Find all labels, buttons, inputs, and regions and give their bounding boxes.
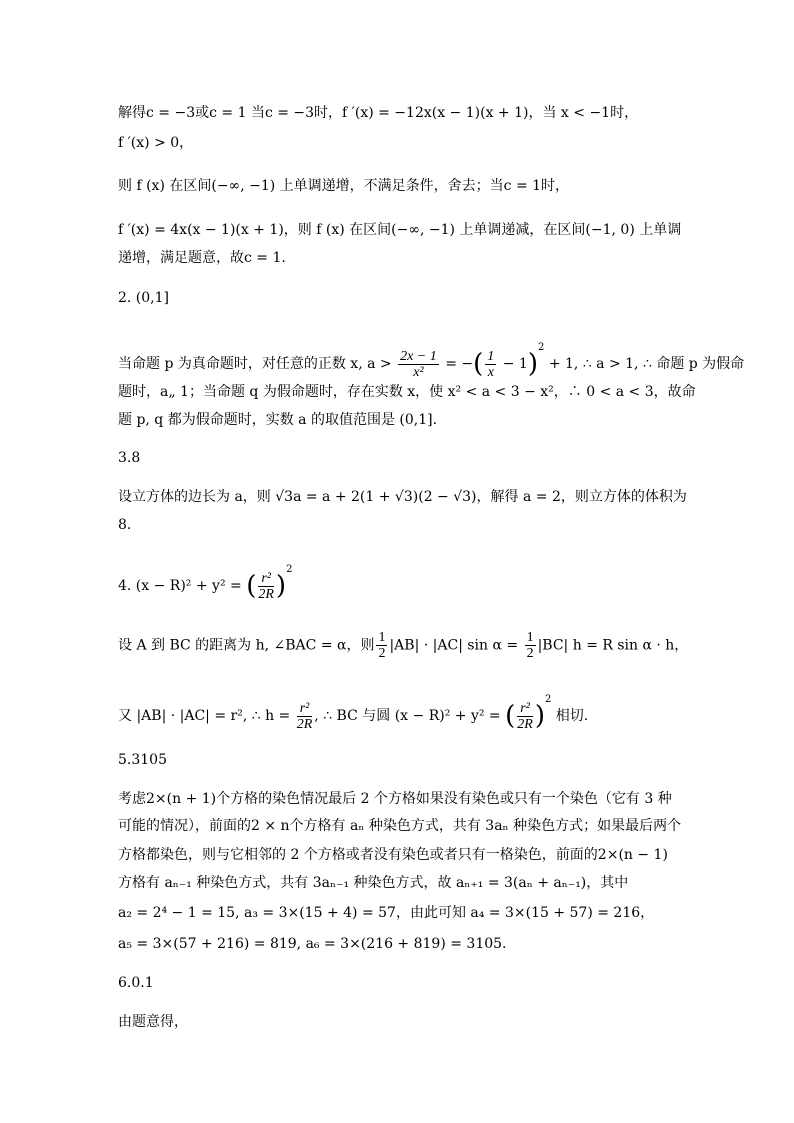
paren-close: ) bbox=[275, 571, 287, 601]
fraction-denominator: x² bbox=[413, 364, 424, 380]
fraction-numerator: r² bbox=[517, 701, 533, 717]
text-line: 3.8 bbox=[118, 450, 141, 466]
text-line: 考虑2×(n + 1)个方格的染色情况最后 2 个方格如果没有染色或只有一个染色（它有 3 种 bbox=[118, 791, 672, 807]
text-segment: 4. (x − R)² + y² = bbox=[118, 578, 247, 594]
line-distance bbox=[118, 630, 688, 661]
text-line: 解得c = −3或c = 1 当c = −3时，f ′(x) = −12x(x − 1)(x + 1)，当 x < −1时， bbox=[118, 105, 639, 121]
line-tangent bbox=[118, 690, 588, 732]
text-line: 设立方体的边长为 a，则 √3a = a + 2(1 + √3)(2 − √3)，解得 a = 2，则立方体的体积为 bbox=[118, 489, 687, 505]
fraction-denominator: 2R bbox=[258, 586, 274, 602]
line-proposition-p bbox=[118, 338, 744, 380]
text-segment: − 1 bbox=[498, 356, 528, 372]
text-line: 则 f (x) 在区间(−∞, −1) 上单调递增，不满足条件，舍去；当c = 1时， bbox=[118, 178, 570, 194]
fraction-numerator: r² bbox=[258, 571, 274, 587]
fraction-numerator: 2x − 1 bbox=[400, 348, 437, 364]
text-line: a₂ = 2⁴ − 1 = 15, a₃ = 3×(15 + 4) = 57，由此可知 a₄ = 3×(15 + 57) = 216， bbox=[118, 905, 655, 921]
exponent: 2 bbox=[538, 342, 545, 353]
text-segment: 又 |AB| · |AC| = r², ∴ h = bbox=[118, 708, 295, 724]
fraction bbox=[525, 630, 536, 661]
fraction bbox=[258, 571, 274, 602]
fraction-numerator: 1 bbox=[378, 630, 386, 645]
fraction bbox=[297, 701, 313, 732]
fraction bbox=[376, 630, 387, 661]
fraction bbox=[398, 349, 439, 380]
text-line: f ′(x) > 0， bbox=[118, 135, 194, 151]
text-segment: , ∴ BC 与圆 (x − R)² + y² = bbox=[314, 708, 506, 724]
line-answer-4 bbox=[118, 560, 292, 602]
text-line: 5.3105 bbox=[118, 752, 167, 768]
paren-open: ( bbox=[246, 571, 257, 601]
text-segment: 设 A 到 BC 的距离为 h, ∠BAC = α，则 bbox=[118, 637, 375, 654]
text-line: 方格有 aₙ₋₁ 种染色方式，共有 3aₙ₋₁ 种染色方式，故 aₙ₊₁ = 3(aₙ + aₙ₋₁)，其中 bbox=[118, 875, 629, 891]
fraction-denominator: 2R bbox=[517, 716, 533, 732]
exponent: 2 bbox=[286, 564, 293, 575]
text-segment: = − bbox=[440, 356, 474, 372]
text-line: 可能的情况），前面的2 × n个方格有 aₙ 种染色方式，共有 3aₙ 种染色方式；如果最后两个 bbox=[118, 818, 682, 834]
exponent: 2 bbox=[544, 694, 552, 705]
fraction-denominator: x bbox=[487, 364, 494, 380]
fraction-denominator: 2 bbox=[526, 646, 534, 661]
text-line: f ′(x) = 4x(x − 1)(x + 1)，则 f (x) 在区间(−∞, −1) 上单调递减，在区间(−1, 0) 上单调 bbox=[118, 222, 682, 238]
fraction-denominator: 2 bbox=[378, 646, 386, 661]
text-line: 方格都染色，则与它相邻的 2 个方格或者没有染色或者只有一格染色，前面的2×(n − 1) bbox=[118, 847, 668, 863]
text-line: 2. (0,1] bbox=[118, 290, 169, 306]
paren-open: ( bbox=[473, 349, 484, 379]
text-line: a₅ = 3×(57 + 216) = 819, a₆ = 3×(216 + 819) = 3105. bbox=[118, 936, 507, 952]
text-line: 题 p, q 都为假命题时，实数 a 的取值范围是 (0,1]. bbox=[118, 412, 438, 428]
paren-close: ) bbox=[527, 349, 538, 379]
fraction bbox=[485, 349, 496, 380]
text-segment: + 1, ∴ a > 1, ∴ 命题 p 为假命 bbox=[544, 356, 745, 372]
text-segment: 当命题 p 为真命题时，对任意的正数 x, a > bbox=[118, 356, 397, 372]
fraction-denominator: 2R bbox=[296, 716, 313, 732]
text-segment: 相切. bbox=[551, 708, 589, 724]
text-segment: |BC| h = R sin α · h， bbox=[537, 637, 689, 654]
text-line: 递增，满足题意，故c = 1. bbox=[118, 250, 286, 266]
paren-close: ) bbox=[534, 701, 545, 731]
fraction-numerator: 1 bbox=[526, 630, 534, 645]
fraction bbox=[517, 701, 533, 732]
paren-open: ( bbox=[505, 701, 516, 731]
text-line: 题时，a„ 1；当命题 q 为假命题时，存在实数 x，使 x² < a < 3 − x²，∴ 0 < a < 3，故命 bbox=[118, 384, 696, 400]
text-line: 6.0.1 bbox=[118, 975, 154, 991]
text-line: 8. bbox=[118, 517, 132, 533]
text-line: 由题意得， bbox=[118, 1014, 188, 1030]
text-segment: |AB| · |AC| sin α = bbox=[389, 637, 523, 654]
fraction-numerator: 1 bbox=[487, 348, 495, 364]
fraction-numerator: r² bbox=[297, 701, 313, 717]
